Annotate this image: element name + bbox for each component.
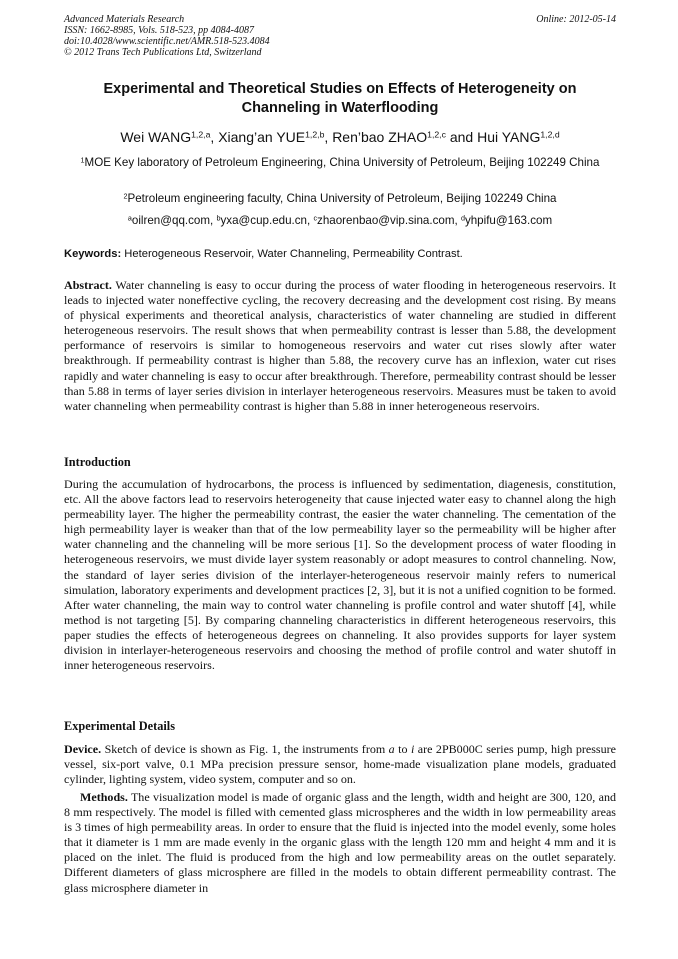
author-affil-mark: 1,2,d [540, 129, 560, 140]
keywords-line [64, 247, 616, 262]
online-date: Online: 2012-05-14 [536, 14, 616, 25]
author-separator: , [324, 129, 333, 145]
device-text-pre: Sketch of device is shown as Fig. 1, the instruments from [101, 742, 389, 756]
journal-header [64, 14, 616, 58]
author-affil-mark: 1,2,b [305, 129, 325, 140]
paper-title: Experimental and Theoretical Studies on Effects of Heterogeneity on Channeling in Waterflooding [103, 81, 577, 116]
journal-name: Advanced Materials Research [64, 14, 185, 25]
device-text-to: to [394, 742, 411, 756]
issn-line: ISSN: 1662-8985, Vols. 518-523, pp 4084-4087 [64, 25, 254, 36]
methods-label: Methods. [80, 790, 128, 804]
email-link[interactable]: yhpifu@163.com [464, 214, 553, 227]
device-paragraph [64, 742, 616, 787]
author-name: Wei WANG [120, 129, 192, 145]
email-link[interactable]: oilren@qq.com, [131, 214, 217, 227]
device-text-post: are 2PB000C series pump, high pressure vessel, six-port valve, 0.1 MPa precision pressure sensor, home-made visualization plane models, graduated cylinder, lighting system, video system, computer and so on. [64, 742, 616, 787]
keywords-text: Heterogeneous Reservoir, Water Channeling, Permeability Contrast. [121, 248, 463, 260]
abstract-paragraph [64, 278, 616, 414]
email-mark: c [313, 213, 318, 223]
author-list [64, 128, 616, 146]
author-separator: , [210, 129, 219, 145]
affiliation-1 [64, 155, 616, 170]
copyright-line: © 2012 Trans Tech Publications Ltd, Switzerland [64, 47, 262, 58]
device-label: Device. [64, 742, 102, 756]
email-link[interactable]: zhaorenbao@vip.sina.com, [317, 214, 461, 227]
email-link[interactable]: yxa@cup.edu.cn, [220, 214, 314, 227]
author-name: Xiang’an YUE [218, 129, 306, 145]
author-separator: and [445, 129, 478, 145]
author-name: Hui YANG [477, 129, 541, 145]
experimental-heading: Experimental Details [64, 719, 175, 733]
author-emails [64, 213, 616, 228]
keywords-label: Keywords: [64, 248, 122, 260]
device-item-a: a [388, 742, 395, 756]
affiliation-text: Petroleum engineering faculty, China University of Petroleum, Beijing 102249 China [127, 192, 557, 205]
abstract-text: Water channeling is easy to occur during the process of water flooding in heterogeneous reservoirs. It leads to injected water noneffective cycling, the recovery decreasing and the development cost rising. By means of physical experiments and theoretical analysis, characteristics of water channeling are studied in different heterogeneous reservoirs. The result shows that when permeability contrast is lesser than 5.88, the development performance of reservoirs is similar to homogeneous reservoirs and water cut rises slowly after water breakthrough. If permeability contrast is higher than 5.88, the recovery curve has an inflexion, water cut rises rapidly and water channeling is easy to occur after breakthrough. Therefore, permeability contrast should be lesser than 5.88 in terms of layer series division in interlayer heterogeneous reservoirs. Measures must be taken to avoid water channeling when permeability contrast is higher than 5.88 in inner heterogeneous reservoirs. [64, 278, 616, 413]
introduction-heading: Introduction [64, 455, 131, 469]
abstract-label: Abstract. [64, 278, 112, 292]
email-mark: a [127, 213, 132, 223]
email-mark: d [460, 213, 465, 223]
affiliation-text: MOE Key laboratory of Petroleum Engineering, China University of Petroleum, Beijing 102249 China [84, 156, 600, 169]
doi-line: doi:10.4028/www.scientific.net/AMR.518-523.4084 [64, 36, 270, 47]
affiliation-2 [64, 191, 616, 206]
affiliation-mark: 1 [80, 155, 85, 165]
affiliation-mark: 2 [123, 191, 128, 201]
methods-paragraph [64, 790, 616, 896]
email-mark: b [216, 213, 221, 223]
methods-text: The visualization model is made of organic glass and the length, width and height are 300, 120, and 8 mm respectively. The model is filled with cemented glass microspheres and the width in low permeability areas is 3 times of high permeability areas. In order to ensure that the fluid is injected into the model evenly, some holes that it diameter is 1 mm are made evenly in the organic glass with the length 120 mm and height 4 mm and it is placed on the inlet. The fluid is produced from the high and low permeability areas on the outlet separately. Different diameters of glass microsphere are filled in the models to obtain different permeability contrast. The glass microsphere diameter in [64, 790, 616, 895]
author-name: Ren’bao ZHAO [332, 129, 428, 145]
device-item-i: i [410, 742, 415, 756]
introduction-paragraph: During the accumulation of hydrocarbons, the process is influenced by sedimentation, diagenesis, constitution, etc. All the above factors lead to reservoirs heterogeneity that cause injected water easy to channel along the high permeability layer. The higher the permeability contrast, the easier the water channeling. The cementation of the high permeability layer is weaker than that of the low permeability layer so the permeability will be higher after water channeling and the channeling will be more serious [1]. So the development process of water flooding in heterogeneous reservoirs, we must divide layer system reasonably or adopt measures to control channeling. Now, the standard of layer series division of the interlayer-heterogeneous reservoir mainly refers to numerical simulation, laboratory experiments and development practices [2, 3], but it is not a unified cognition to be formed. After water channeling, the main way to control water channeling is profile control and water shutoff [4], while method is not targeting [5]. By comparing channeling characteristics in different heterogeneous reservoirs, this paper studies the effects of heterogeneous degrees on channeling. It also provides supports for layer system division in interlayer-heterogeneous reservoirs and choosing the method of profile control and water shutoff in inner heterogeneous reservoirs. [64, 477, 616, 673]
author-affil-mark: 1,2,c [427, 129, 446, 140]
author-affil-mark: 1,2,a [191, 129, 211, 140]
